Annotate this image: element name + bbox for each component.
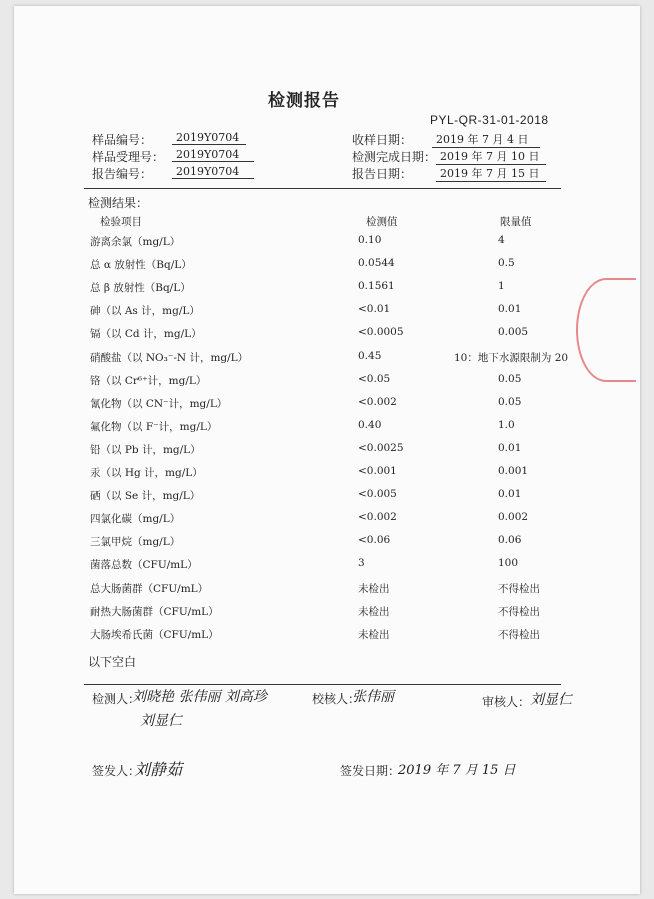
table-row (88, 280, 588, 300)
row-value: 未检出 (358, 605, 390, 618)
issue-date-label: 签发日期： (340, 764, 401, 778)
row-value: 0.1561 (358, 280, 395, 293)
row-item: 铅（以 Pb 计，mg/L） (90, 443, 201, 456)
official-seal-stamp (576, 278, 636, 382)
row-item: 砷（以 As 计，mg/L） (90, 305, 200, 318)
issuer-signature: 刘静茹 (134, 760, 183, 779)
reviewer-signature: 刘显仁 (530, 692, 572, 708)
row-value: 0.10 (358, 234, 382, 246)
table-row (88, 488, 588, 508)
row-limit: 4 (498, 234, 505, 246)
table-row (88, 604, 588, 624)
results-heading: 检测结果： (88, 196, 149, 210)
table-row (88, 234, 588, 254)
row-value: <0.05 (358, 372, 391, 385)
row-limit: 0.5 (498, 257, 515, 270)
row-value: <0.005 (358, 488, 397, 501)
column-value: 检测值 (366, 216, 398, 228)
issue-date-value: 2019 年 7 月 15 日 (398, 763, 516, 778)
table-row (88, 303, 588, 323)
row-limit: 0.01 (498, 488, 522, 501)
table-row (88, 534, 588, 554)
row-limit: 不得检出 (498, 628, 540, 641)
row-value: <0.001 (358, 465, 397, 477)
row-value: <0.0025 (358, 441, 404, 454)
signature-divider (84, 684, 561, 685)
table-row (88, 396, 588, 416)
report-no-value: 2019Y0704 (172, 165, 254, 179)
sample-no-label: 样品编号： (92, 133, 153, 147)
table-row (88, 350, 588, 370)
blank-below-note: 以下空白 (88, 655, 137, 669)
row-limit: 0.001 (498, 465, 529, 477)
sampling-date-value: 2019 年 7 月 4 日 (432, 131, 540, 148)
row-item: 三氯甲烷（mg/L） (90, 536, 181, 549)
row-item: 硒（以 Se 计，mg/L） (90, 490, 201, 503)
row-item: 铬（以 Cr⁶⁺计，mg/L） (90, 374, 207, 387)
row-limit: 0.05 (498, 395, 522, 408)
row-value: 0.40 (358, 418, 382, 431)
row-limit: 1.0 (498, 418, 515, 431)
sample-no-value: 2019Y0704 (172, 131, 246, 145)
table-row (88, 257, 588, 277)
row-item: 菌落总数（CFU/mL） (90, 559, 198, 572)
receipt-no-label: 样品受理号： (92, 150, 165, 164)
row-value: 0.45 (358, 349, 382, 362)
tester-signature-2: 刘显仁 (140, 713, 182, 729)
page-title: 检测报告 (268, 91, 340, 111)
sampling-date-label: 收样日期： (352, 133, 413, 147)
row-limit: 0.01 (498, 303, 522, 316)
table-row (88, 419, 588, 439)
row-value: <0.002 (358, 511, 397, 524)
table-row (88, 511, 588, 531)
row-item: 游离余氯（mg/L） (90, 236, 181, 248)
row-item: 氰化物（以 CN⁻计，mg/L） (90, 397, 228, 410)
table-row (88, 373, 588, 393)
report-no-label: 报告编号： (92, 167, 153, 181)
header-divider (84, 188, 561, 189)
row-value: 3 (358, 557, 365, 570)
row-item: 总 β 放射性（Bq/L） (90, 282, 191, 295)
row-limit: 0.005 (498, 326, 529, 339)
reviewer-label: 审核人： (482, 695, 531, 709)
row-value: 0.0544 (358, 257, 395, 270)
row-limit: 0.06 (498, 534, 522, 547)
row-value: <0.01 (358, 303, 391, 316)
row-item: 硝酸盐（以 NO₃⁻-N 计，mg/L） (90, 351, 249, 364)
row-value: <0.002 (358, 395, 397, 408)
column-limit: 限量值 (500, 216, 532, 228)
row-item: 氟化物（以 F⁻计，mg/L） (90, 420, 218, 433)
checker-signature: 张伟丽 (352, 689, 394, 705)
row-limit: 0.01 (498, 441, 522, 454)
issuer-label: 签发人： (92, 764, 141, 778)
row-limit: 不得检出 (498, 605, 540, 618)
checker-label: 校核人： (312, 692, 361, 706)
receipt-no-value: 2019Y0704 (172, 148, 254, 162)
row-limit: 1 (498, 280, 505, 293)
report-date-label: 报告日期： (352, 167, 413, 181)
row-item: 镉（以 Cd 计，mg/L） (90, 328, 202, 341)
test-done-label: 检测完成日期： (352, 150, 437, 164)
row-item: 汞（以 Hg 计，mg/L） (90, 467, 203, 479)
table-row (88, 557, 588, 577)
row-value: <0.06 (358, 534, 391, 547)
column-item: 检验项目 (100, 216, 142, 228)
table-row (88, 581, 588, 601)
row-limit: 0.05 (498, 372, 522, 385)
row-limit: 10：地下水源限制为 20 (454, 351, 569, 364)
row-item: 四氯化碳（mg/L） (90, 513, 181, 526)
document-code: PYL-QR-31-01-2018 (430, 113, 549, 127)
test-done-value: 2019 年 7 月 10 日 (436, 148, 546, 165)
table-row (88, 442, 588, 462)
row-value: 未检出 (358, 582, 390, 595)
table-row (88, 627, 588, 647)
row-limit: 100 (498, 557, 519, 570)
tester-signature: 刘晓艳 张伟丽 刘高珍 (132, 689, 267, 705)
row-limit: 不得检出 (498, 582, 540, 595)
results-header-row (88, 214, 588, 234)
row-item: 耐热大肠菌群（CFU/mL） (90, 605, 219, 618)
row-value: <0.0005 (358, 326, 404, 339)
row-item: 总大肠菌群（CFU/mL） (90, 582, 209, 595)
tester-label: 检测人： (92, 692, 141, 706)
row-item: 大肠埃希氏菌（CFU/mL） (90, 628, 219, 641)
table-row (88, 465, 588, 485)
row-value: 未检出 (358, 628, 390, 641)
report-date-value: 2019 年 7 月 15 日 (436, 165, 546, 182)
table-row (88, 326, 588, 346)
row-limit: 0.002 (498, 511, 529, 524)
row-item: 总 α 放射性（Bq/L） (90, 259, 192, 272)
